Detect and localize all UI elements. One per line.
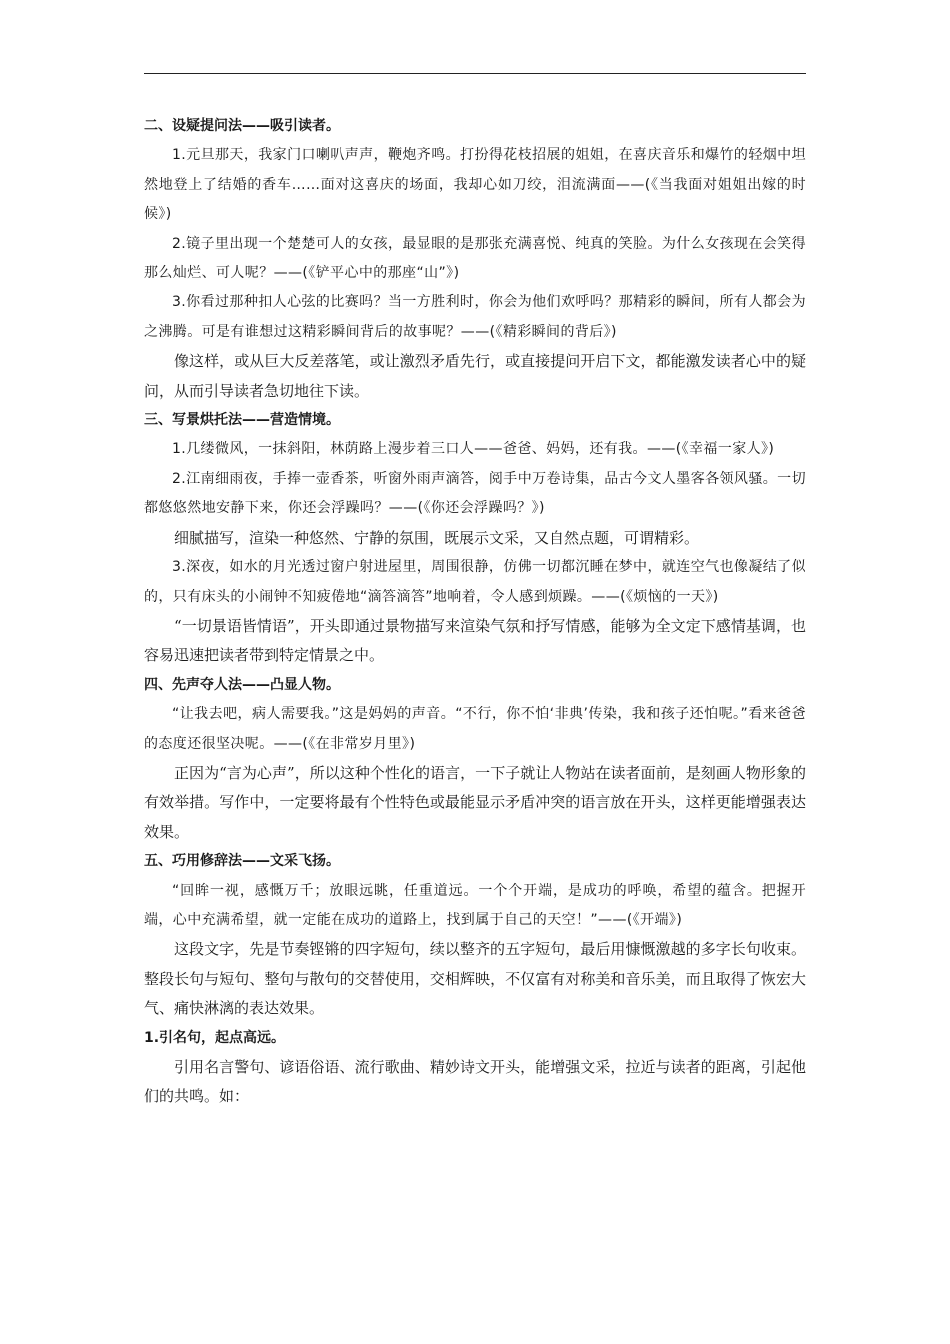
section-heading: 五、巧用修辞法——文采飞扬。 [144, 853, 340, 870]
example-paragraph: “回眸一视，感慨万千；放眼远眺，任重道远。一个个开端，是成功的呼唤，希望的蕴含。把握开端，心中充满希望，就一定能在成功的道路上，找到属于自己的天空！”——(《开端》) [144, 882, 806, 928]
commentary-paragraph: “一切景语皆情语”，开头即通过景物描写来渲染气氛和抒写情感，能够为全文定下感情基调，也容易迅速把读者带到特定情景之中。 [144, 616, 806, 665]
commentary-paragraph: 引用名言警句、谚语俗语、流行歌曲、精妙诗文开头，能增强文采，拉近与读者的距离，引起他们的共鸣。如： [144, 1058, 806, 1106]
section-heading: 二、设疑提问法——吸引读者。 [144, 118, 340, 134]
commentary-paragraph: 这段文字，先是节奏铿锵的四字短句，续以整齐的五字短句，最后用慷慨激越的多字长句收束。整段长句与短句、整句与散句的交替使用，交相辉映，不仅富有对称美和音乐美，而且取得了恢宏大气、痛快淋漓的表达效果。 [144, 940, 806, 1018]
commentary-paragraph: 细腻描写，渲染一种悠然、宁静的氛围，既展示文采，又自然点题，可谓精彩。 [174, 528, 700, 547]
commentary-paragraph: 正因为“言为心声”，所以这种个性化的语言，一下子就让人物站在读者面前，是刻画人物形象的有效举措。写作中，一定要将最有个性特色或最能显示矛盾冲突的语言放在开头，这样更能增强表达效果。 [144, 763, 806, 841]
article-body [144, 112, 806, 1112]
example-paragraph: 2.江南细雨夜，手捧一壶香茶，听窗外雨声滴答，阅手中万卷诗集，品古今文人墨客各领风骚。一切都悠悠然地安静下来，你还会浮躁吗？——(《你还会浮躁吗？》) [144, 470, 806, 517]
example-paragraph: 3.深夜，如水的月光透过窗户射进屋里，周围很静，仿佛一切都沉睡在梦中，就连空气也像凝结了似的，只有床头的小闹钟不知疲倦地“滴答滴答”地响着，令人感到烦躁。——(《烦恼的一天》) [144, 559, 806, 605]
example-paragraph: 3.你看过那种扣人心弦的比赛吗？当一方胜利时，你会为他们欢呼吗？那精彩的瞬间，所有人都会为之沸腾。可是有谁想过这精彩瞬间背后的故事呢？——(《精彩瞬间的背后》) [144, 294, 806, 340]
header-rule [144, 73, 806, 74]
example-paragraph: 1.元旦那天，我家门口喇叭声声，鞭炮齐鸣。打扮得花枝招展的姐姐，在喜庆音乐和爆竹的轻烟中坦然地登上了结婚的香车……面对这喜庆的场面，我却心如刀绞，泪流满面——(《当我面对姐姐出嫁的时候》) [144, 147, 806, 223]
example-paragraph: 2.镜子里出现一个楚楚可人的女孩，最显眼的是那张充满喜悦、纯真的笑脸。为什么女孩现在会笑得那么灿烂、可人呢？——(《铲平心中的那座“山”》) [144, 235, 806, 282]
example-paragraph: “让我去吧，病人需要我。”这是妈妈的声音。“不行，你不怕‘非典’传染，我和孩子还怕呢。”看来爸爸的态度还很坚决呢。——(《在非常岁月里》) [144, 706, 806, 752]
section-heading: 四、先声夺人法——凸显人物。 [144, 676, 340, 693]
subsection-heading: 1.引名句，起点高远。 [144, 1029, 286, 1046]
commentary-paragraph: 像这样，或从巨大反差落笔，或让激烈矛盾先行，或直接提问开启下文，都能激发读者心中的疑问，从而引导读者急切地往下读。 [144, 352, 806, 400]
section-heading: 三、写景烘托法——营造情境。 [144, 412, 340, 429]
example-paragraph: 1.几缕微风，一抹斜阳，林荫路上漫步着三口人——爸爸、妈妈，还有我。——(《幸福一家人》) [172, 441, 775, 458]
